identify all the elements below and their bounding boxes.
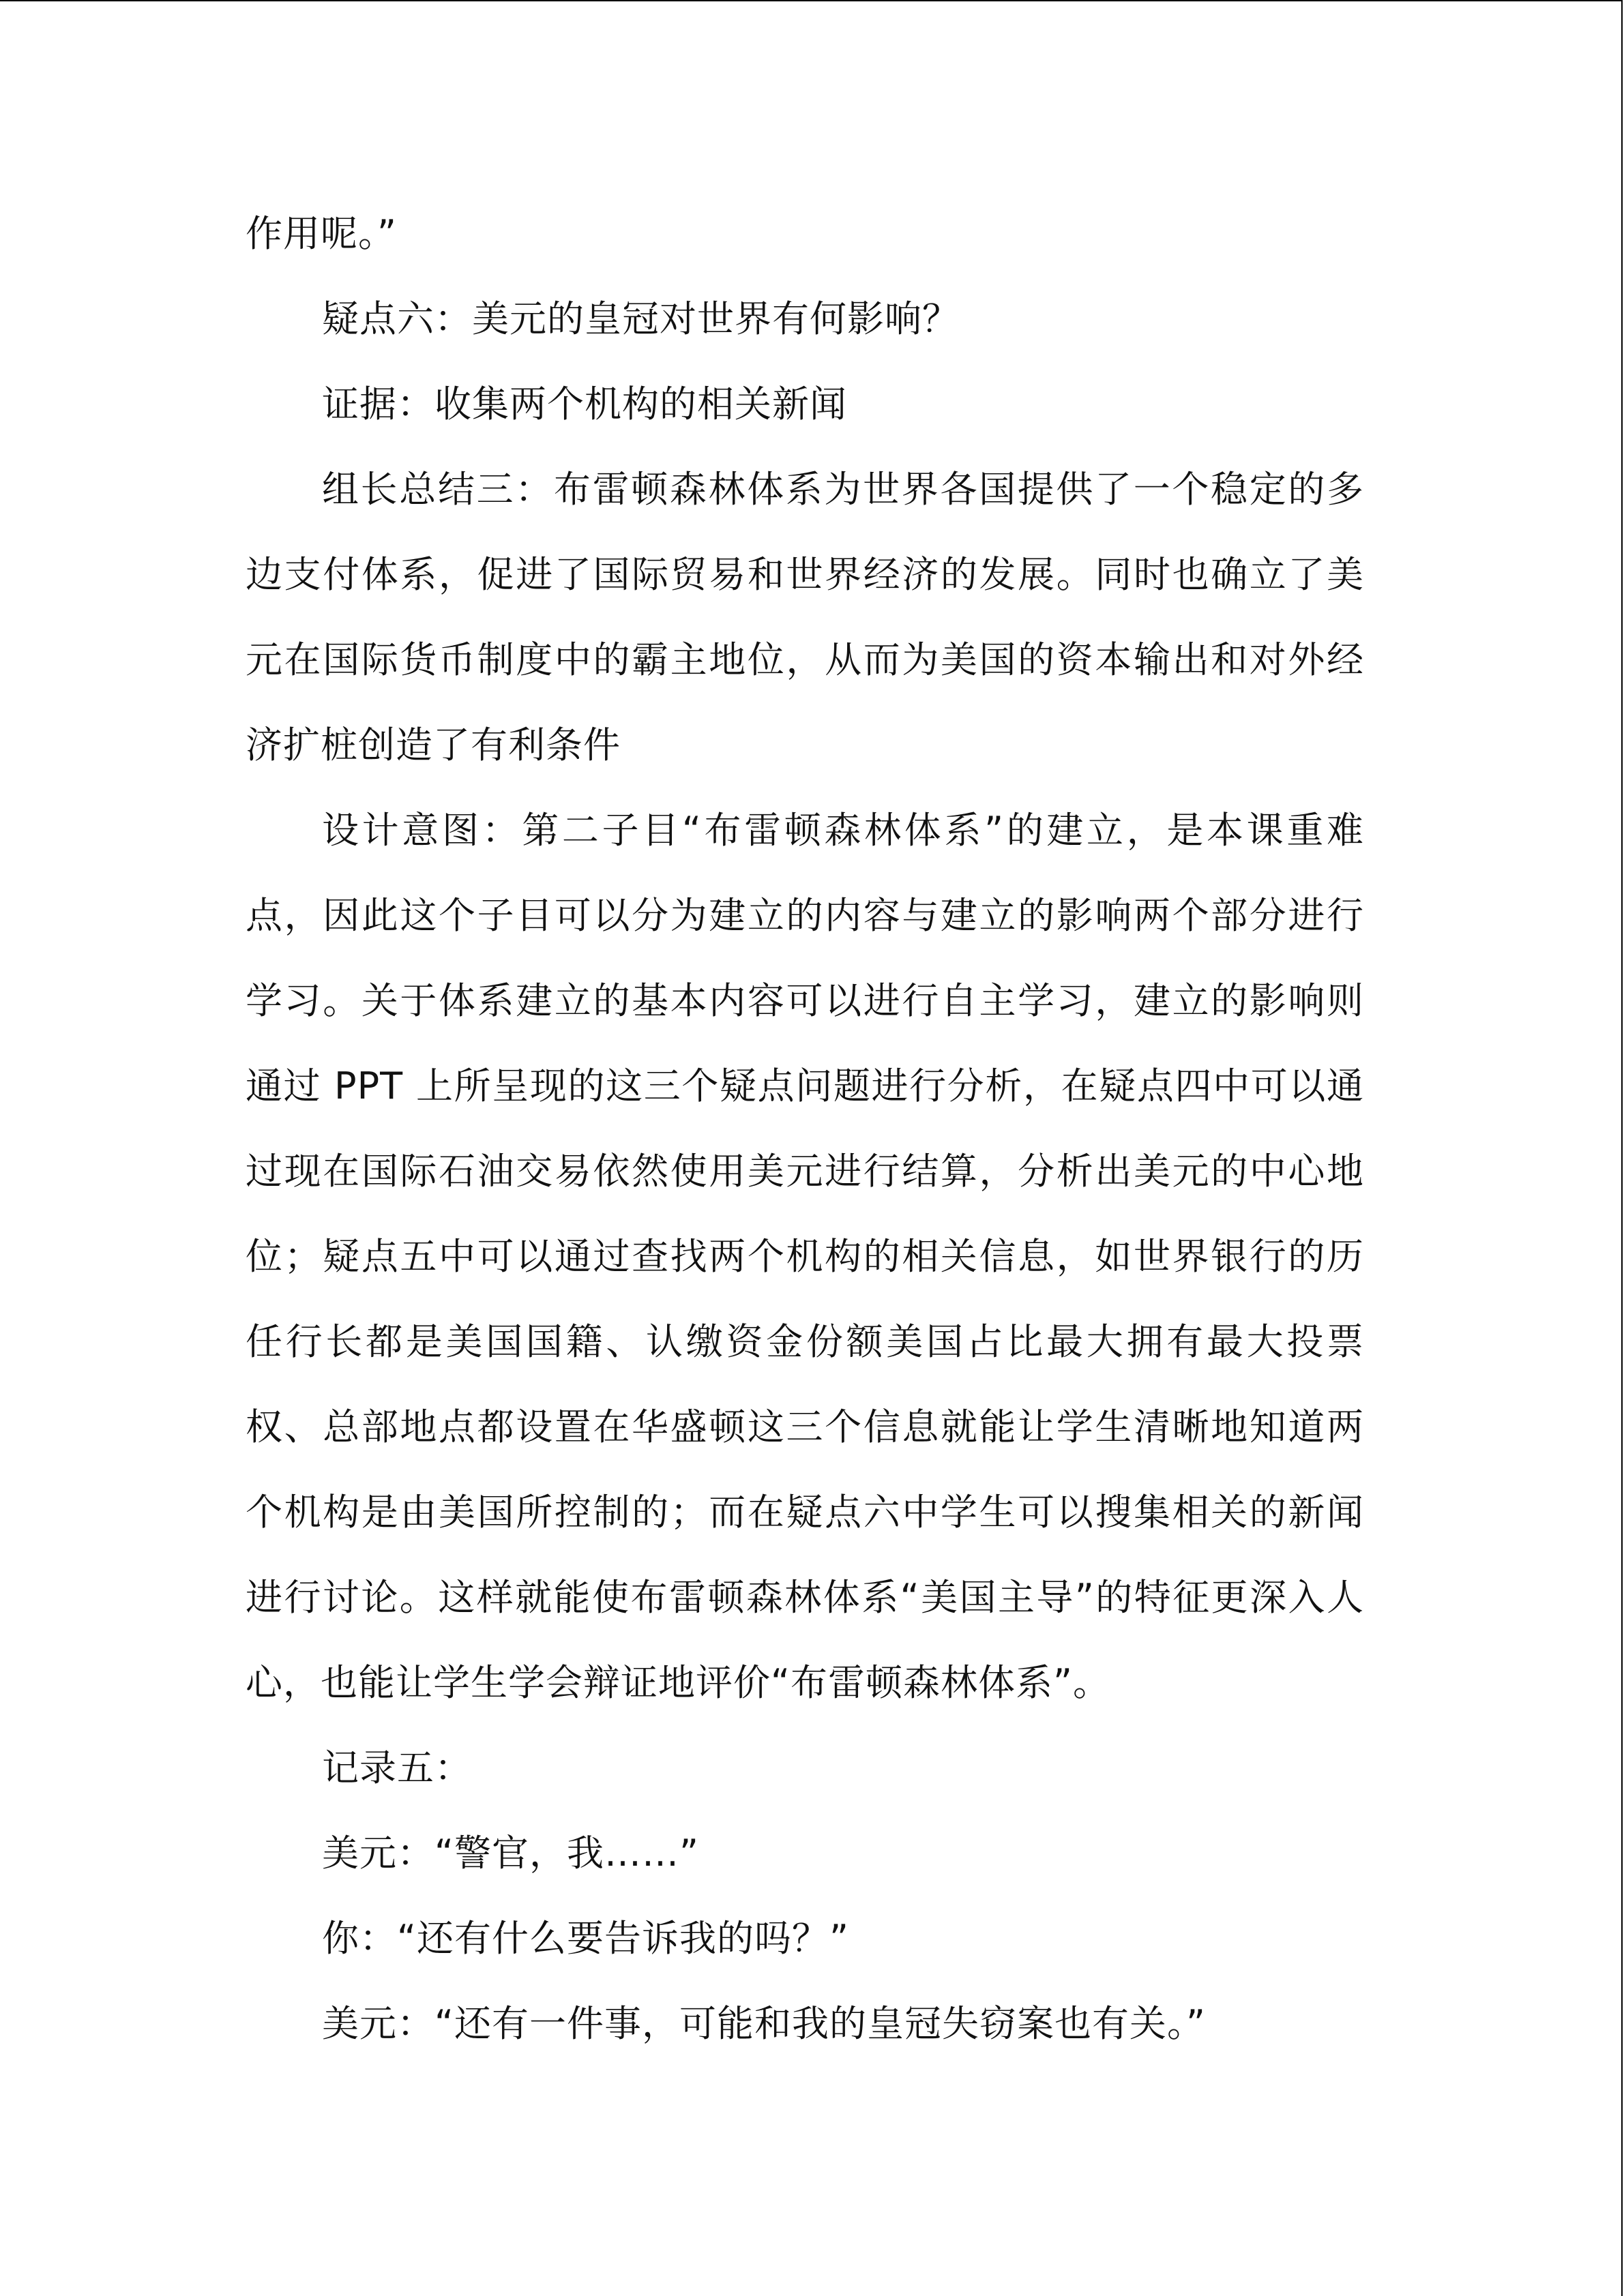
document-body: [246, 191, 1364, 2066]
paragraph-dialogue-3: 美元：“还有一件事，可能和我的皇冠失窃案也有关。”: [322, 2002, 1206, 2045]
paragraph-leader-summary: 组长总结三：布雷顿森林体系为世界各国提供了一个稳定的多边支付体系，促进了国际贸易和世界经济的发展。同时也确立了美元在国际货币制度中的霸主地位，从而为美国的资本输出和对外经济扩桩创造了有利条件: [246, 468, 1364, 766]
paragraph-dialogue-2: 你：“还有什么要告诉我的吗？”: [322, 1917, 849, 1960]
paragraph-dialogue-1: 美元：“警官，我……”: [322, 1832, 699, 1875]
paragraph-design-intent: 设计意图：第二子目“布雷顿森林体系”的建立，是本课重难点，因此这个子目可以分为建立的内容与建立的影响两个部分进行学习。关于体系建立的基本内容可以进行自主学习，建立的影响则通过 PPT 上所呈现的这三个疑点问题进行分析，在疑点四中可以通过现在国际石油交易依然使用美元进行结算，分析出美元的中心地位；疑点五中可以通过查找两个机构的相关信息，如世界银行的历任行长都是美国国籍、认缴资金份额美国占比最大拥有最大投票权、总部地点都设置在华盛顿这三个信息就能让学生清晰地知道两个机构是由美国所控制的；而在疑点六中学生可以搜集相关的新闻进行讨论。这样就能使布雷顿森林体系“美国主导”的特征更深入人心，也能让学生学会辩证地评价“布雷顿森林体系”。: [246, 809, 1364, 1704]
paragraph-evidence: 证据：收集两个机构的相关新闻: [322, 383, 847, 426]
paragraph-question-six: 疑点六：美元的皇冠对世界有何影响？: [322, 297, 960, 340]
paragraph-continuation: 作用呢。”: [246, 212, 397, 255]
paragraph-record-five: 记录五：: [322, 1746, 472, 1789]
